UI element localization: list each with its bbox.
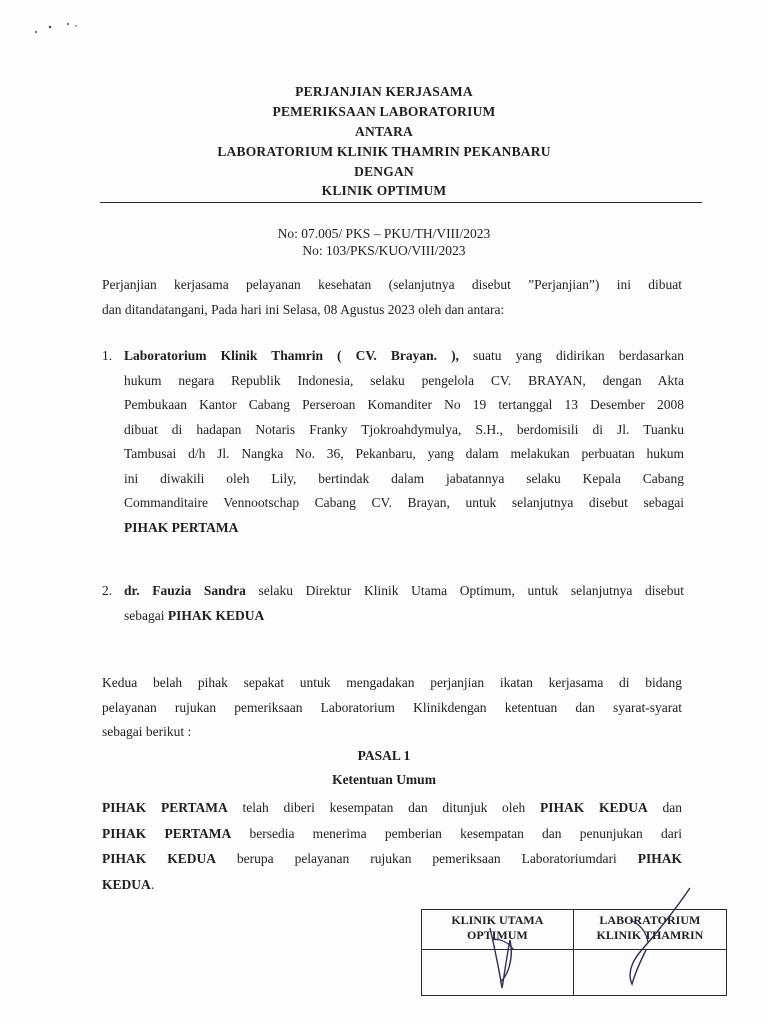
intro-line: Perjanjian kerjasama pelayanan kesehatan (selanjutnya disebut ”Perjanjian”) ini dibuat	[102, 277, 682, 292]
doc-title-line-2: PEMERIKSAAN LABORATORIUM	[272, 104, 496, 119]
header-divider	[100, 202, 702, 203]
party-1-line: dibuat di hadapan Notaris Franky Tjokroahdymulya, S.H., berdomisili di Jl. Tuanku	[124, 421, 684, 437]
party-1-number: 1.	[102, 348, 113, 363]
party-1-line: Laboratorium Klinik Thamrin ( CV. Brayan. ), suatu yang didirikan berdasarkan	[124, 348, 684, 363]
intro-line: dan ditandatangani, Pada hari ini Selasa, 08 Agustus 2023 oleh dan antara:	[102, 301, 505, 317]
agreement-line: sebagai berikut :	[102, 724, 192, 739]
party-2-line: dr. Fauzia Sandra selaku Direktur Klinik Utama Optimum, untuk selanjutnya disebut	[124, 583, 684, 598]
party-1-line: ini diwakili oleh Lily, bertindak dalam jabatannya selaku Kepala Cabang	[124, 470, 684, 486]
party-1-line: Pembukaan Kantor Cabang Perseroan Komanditer No 19 tertanggal 13 Desember 2008	[124, 397, 684, 412]
party-1-paragraph	[124, 344, 684, 540]
agreement-line: pelayanan rujukan pemeriksaan Laboratorium Klinikdengan ketentuan dan syarat-syarat	[102, 699, 682, 715]
signature-header-klinik: KLINIK UTAMA OPTIMUM	[422, 910, 574, 950]
party-1-line: Tambusai d/h Jl. Nangka No. 36, Pekanbaru, yang dalam melakukan perbuatan hukum	[124, 446, 684, 461]
party-2-number: 2.	[102, 583, 113, 598]
pasal-1-title: PASAL 1	[357, 748, 411, 763]
doc-title-line-4: LABORATORIUM KLINIK THAMRIN PEKANBARU	[217, 144, 551, 159]
doc-title-line-6: KLINIK OPTIMUM	[321, 183, 447, 198]
pasal-1-line: PIHAK PERTAMA telah diberi kesempatan dan ditunjuk oleh PIHAK KEDUA dan	[102, 800, 682, 815]
pasal-1-subtitle: Ketentuan Umum	[332, 772, 436, 787]
party-2-paragraph	[124, 579, 684, 628]
doc-title-line-5: DENGAN	[354, 164, 414, 179]
agreement-paragraph	[102, 671, 682, 745]
party-2-line: sebagai PIHAK KEDUA	[124, 607, 265, 623]
party-1-line: Commanditaire Vennootschap Cabang CV. Brayan, untuk selanjutnya disebut sebagai	[124, 495, 684, 510]
pasal-1-line: PIHAK KEDUA berupa pelayanan rujukan pemeriksaan Laboratoriumdari PIHAK	[102, 851, 682, 866]
scan-specks	[30, 20, 90, 40]
pasal-1-line: PIHAK PERTAMA bersedia menerima pemberian kesempatan dan penunjukan dari	[102, 825, 682, 841]
agreement-line: Kedua belah pihak sepakat untuk mengadakan perjanjian ikatan kerjasama di bidang	[102, 675, 682, 690]
party-1-line: hukum negara Republik Indonesia, selaku pengelola CV. BRAYAN, dengan Akta	[124, 372, 684, 388]
signature-header-lab: LABORATORIUM KLINIK THAMRIN	[573, 910, 726, 950]
party-2-name: dr. Fauzia Sandra	[124, 583, 246, 598]
intro-paragraph	[102, 273, 682, 322]
pasal-1-line: KEDUA.	[102, 876, 155, 892]
doc-title-line-1: PERJANJIAN KERJASAMA	[295, 84, 473, 99]
doc-title-line-3: ANTARA	[355, 124, 413, 139]
party-1-role: PIHAK PERTAMA	[124, 519, 239, 535]
party-1-name: Laboratorium Klinik Thamrin ( CV. Brayan. ),	[124, 348, 459, 363]
agreement-number-1: No: 07.005/ PKS – PKU/TH/VIII/2023	[277, 226, 491, 241]
handwritten-initials	[470, 880, 710, 1000]
agreement-number-2: No: 103/PKS/KUO/VIII/2023	[302, 243, 466, 258]
party-2-role: PIHAK KEDUA	[167, 607, 265, 623]
